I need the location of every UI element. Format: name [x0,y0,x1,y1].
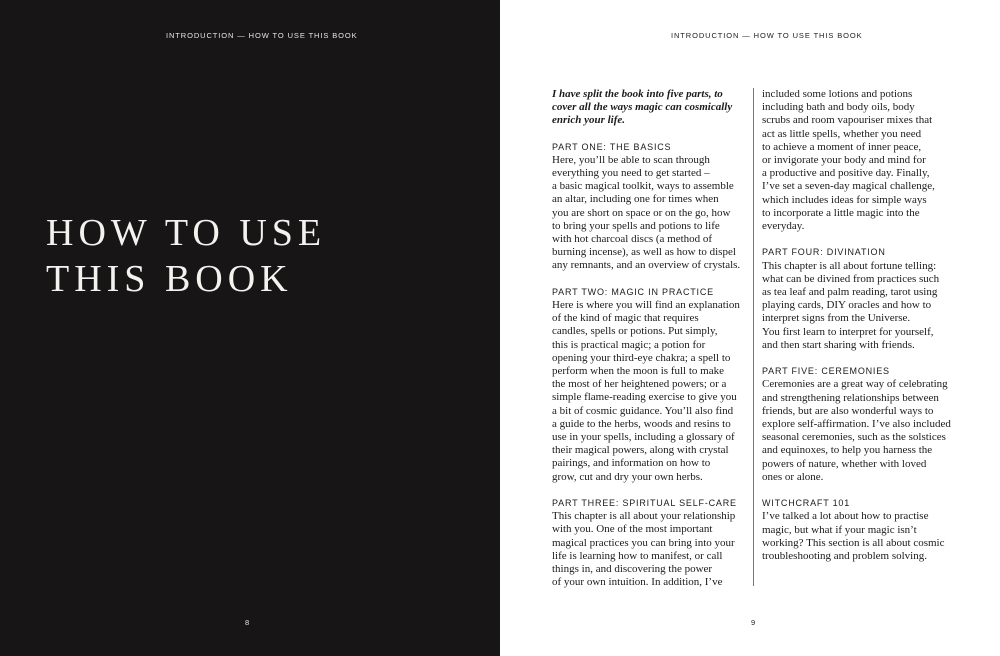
body-line: perform when the moon is full to make [552,365,724,378]
section-heading: PART FOUR: DIVINATION [762,247,886,258]
body-line: troubleshooting and problem solving. [762,550,927,563]
body-line: the most of her heightened powers; or a [552,378,727,391]
body-line: candles, spells or potions. Put simply, [552,325,718,338]
section-part-three-continued [762,88,958,233]
body-line: magical practices you can bring into your [552,536,735,549]
body-line: playing cards, DIY oracles and how to [762,299,932,312]
body-line: and then start sharing with friends. [762,338,915,351]
right-page [500,0,1000,656]
section-part-one [552,141,752,273]
body-line: This chapter is all about fortune telling: [762,259,937,272]
body-line: use in your spells, including a glossary of [552,431,735,444]
body-line: simple flame-reading exercise to give you [552,391,737,404]
running-head-left: INTRODUCTION — HOW TO USE THIS BOOK [166,31,358,40]
body-line: seasonal ceremonies, such as the solstices [762,431,946,444]
body-line: opening your third-eye chakra; a spell to [552,351,731,364]
body-line: interpret signs from the Universe. [762,312,911,325]
section-heading: PART THREE: SPIRITUAL SELF-CARE [552,498,737,509]
body-line: This chapter is all about your relationship [552,510,736,523]
body-line: ones or alone. [762,470,824,483]
body-line: I’ve set a seven-day magical challenge, [762,180,935,193]
chapter-title [46,210,326,302]
body-line: their magical powers, along with crystal [552,444,729,457]
body-line: any remnants, and an overview of crystals. [552,259,741,272]
body-line: which includes ideas for simple ways [762,193,927,206]
page-number-left: 8 [245,618,250,627]
body-line: and equinoxes, to help you harness the [762,444,933,457]
body-line: pairings, and information on how to [552,457,711,470]
body-line: You first learn to interpret for yourself, [762,325,934,338]
chapter-title-line: HOW TO USE [46,212,327,254]
body-line: to incorporate a little magic into the [762,206,920,219]
body-line: a basic magical toolkit, ways to assemble [552,180,734,193]
body-line: and strengthening relationships between [762,391,939,404]
section-heading: WITCHCRAFT 101 [762,498,851,509]
body-line: as tea leaf and palm reading, tarot using [762,286,938,299]
body-line: act as little spells, whether you need [762,127,922,140]
section-part-five [762,365,958,484]
body-line: to achieve a moment of inner peace, [762,140,922,153]
body-line: an altar, including one for times when [552,193,719,206]
text-column-left [552,88,752,603]
body-line: of the kind of magic that requires [552,312,699,325]
page-number-right: 9 [751,618,756,627]
body-line: everything you need to get started – [552,167,710,180]
section-witchcraft-101 [762,497,958,563]
section-part-three [552,497,752,589]
column-divider [753,88,754,586]
section-part-four [762,246,958,352]
body-line: grow, cut and dry your own herbs. [552,470,703,483]
body-line: scrubs and room vapouriser mixes that [762,114,933,127]
body-line: everyday. [762,220,805,233]
section-heading: PART FIVE: CEREMONIES [762,366,890,377]
running-head-right: INTRODUCTION — HOW TO USE THIS BOOK [671,31,863,40]
body-line: or invigorate your body and mind for [762,154,926,167]
body-line: what can be divined from practices such [762,272,940,285]
body-line: including bath and body oils, body [762,101,915,114]
body-line: Here, you’ll be able to scan through [552,153,710,166]
section-heading: PART TWO: MAGIC IN PRACTICE [552,286,714,297]
body-line: Ceremonies are a great way of celebrating [762,378,948,391]
body-line: life is learning how to manifest, or call [552,549,723,562]
body-line: Here is where you will find an explanation [552,299,740,312]
intro-line: cover all the ways magic can cosmically [552,101,733,114]
body-line: with hot charcoal discs (a method of [552,233,713,246]
chapter-title-line: THIS BOOK [46,258,293,300]
text-column-right [762,88,958,576]
intro-line: I have split the book into five parts, to [552,88,723,100]
body-line: working? This section is all about cosmic [762,536,945,549]
intro-line: enrich your life. [552,114,626,127]
body-line: magic, but what if your magic isn’t [762,523,917,536]
section-part-two [552,286,752,484]
body-line: a guide to the herbs, woods and resins to [552,417,731,430]
body-line: a productive and positive day. Finally, [762,167,930,180]
body-line: powers of nature, whether with loved [762,457,927,470]
body-line: explore self-affirmation. I’ve also included [762,418,951,431]
body-line: burning incense), as well as how to dispel [552,246,736,259]
body-line: to bring your spells and potions to life [552,219,720,232]
body-line: this is practical magic; a potion for [552,338,706,351]
body-line: things in, and discovering the power [552,563,713,576]
body-line: included some lotions and potions [762,88,913,100]
section-heading: PART ONE: THE BASICS [552,141,672,152]
body-line: friends, but are also wonderful ways to [762,404,934,417]
body-line: a bit of cosmic guidance. You’ll also find [552,404,734,417]
intro-paragraph [552,88,752,128]
body-line: with you. One of the most important [552,523,713,536]
body-line: you are short on space or on the go, how [552,206,731,219]
body-line: I’ve talked a lot about how to practise [762,510,929,523]
body-line: of your own intuition. In addition, I’ve [552,576,723,589]
